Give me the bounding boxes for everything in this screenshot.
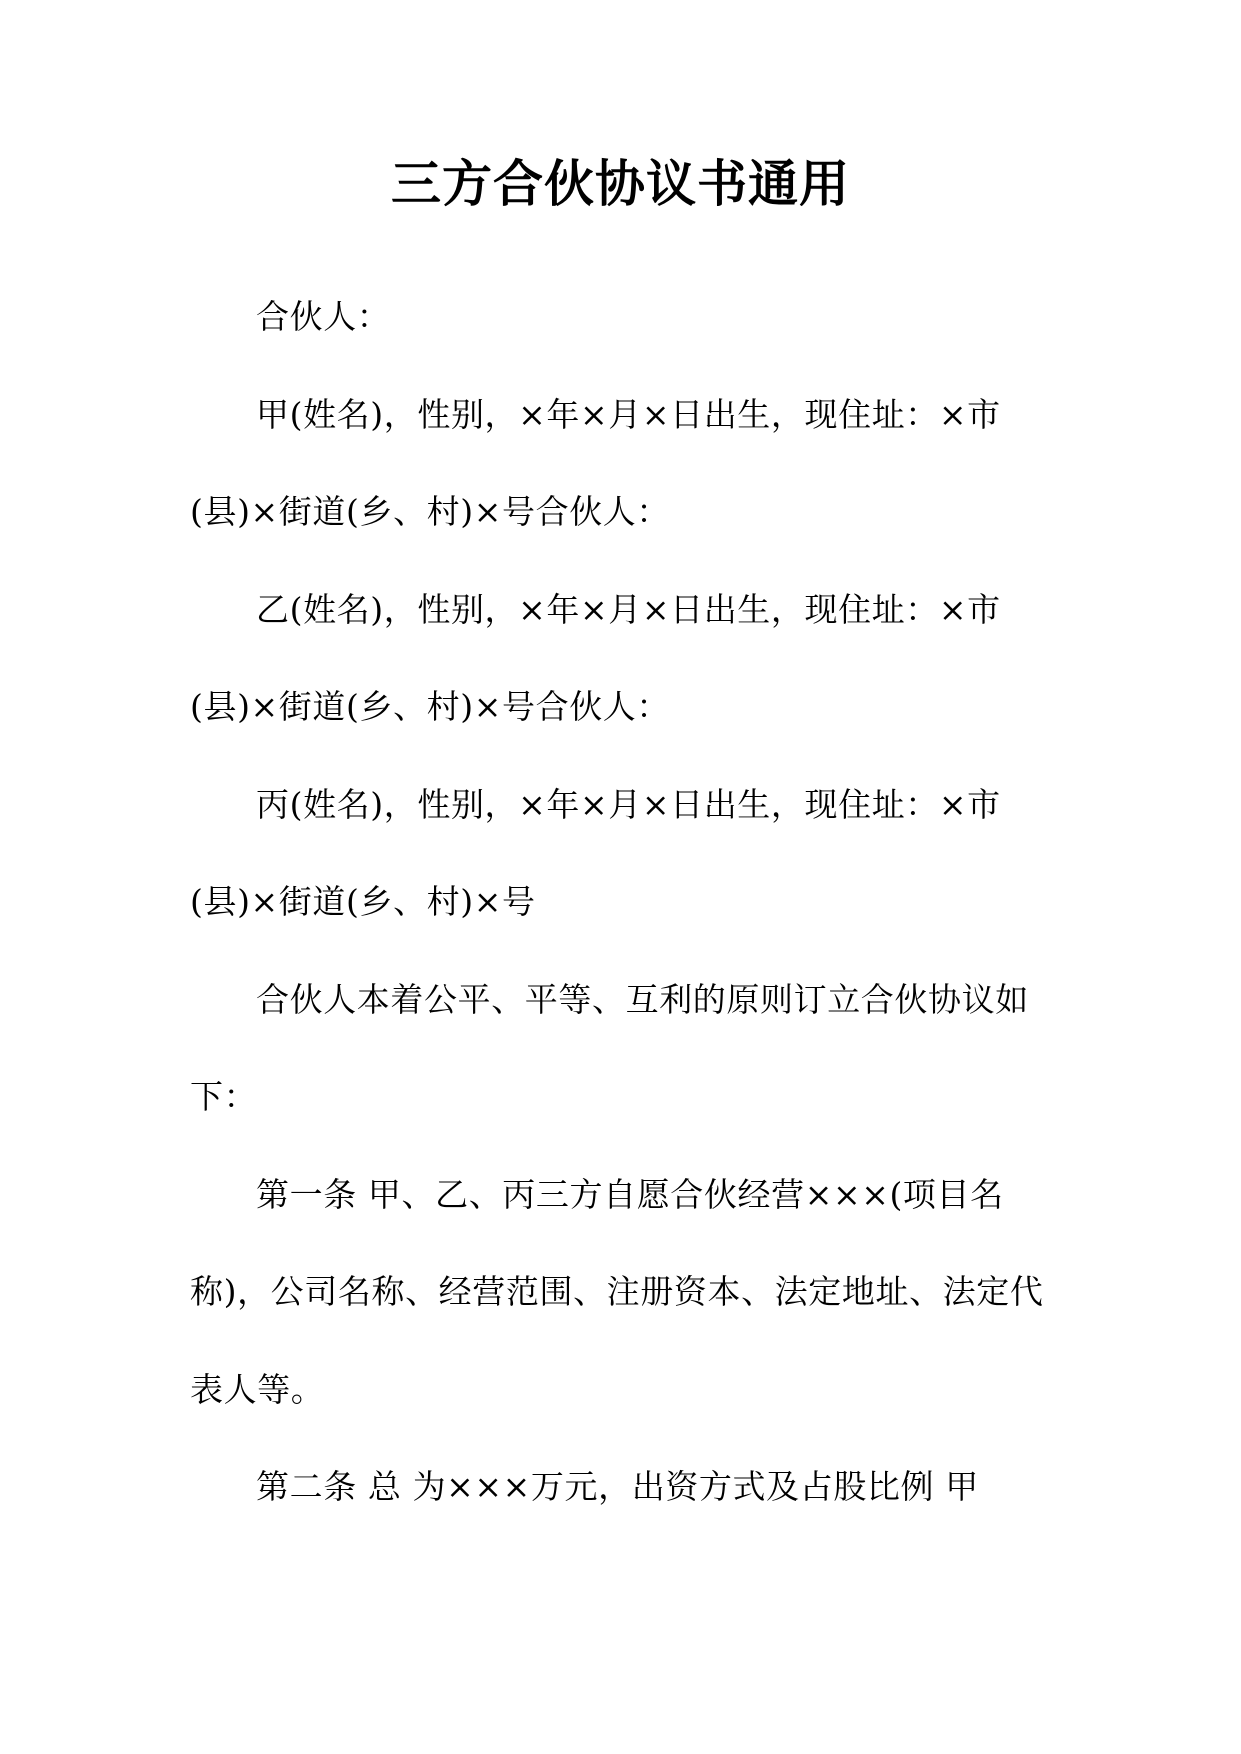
text-line: (县)×街道(乡、村)×号合伙人： <box>190 492 670 531</box>
document-body <box>190 295 1070 1563</box>
text-line: 乙(姓名)，性别，×年×月×日出生，现住址：×市 <box>256 589 1001 629</box>
text-line: 甲(姓名)，性别，×年×月×日出生，现住址：×市 <box>256 394 1001 434</box>
text-line: (县)×街道(乡、村)×号 <box>190 882 536 921</box>
document-title: 三方合伙协议书通用 <box>391 154 850 213</box>
text-line: (县)×街道(乡、村)×号合伙人： <box>190 687 670 726</box>
text-line: 合伙人本着公平、平等、互利的原则订立合伙协议如 <box>256 979 1029 1019</box>
text-line: 丙(姓名)，性别，×年×月×日出生，现住址：×市 <box>256 784 1001 824</box>
text-line: 下： <box>190 1077 258 1116</box>
text-line: 第一条 甲、乙、丙三方自愿合伙经营×××(项目名 <box>256 1174 1004 1214</box>
text-line: 表人等。 <box>190 1369 325 1409</box>
text-line: 第二条 总 为×××万元，出资方式及占股比例 甲 <box>256 1467 979 1506</box>
text-line: 合伙人： <box>256 297 391 336</box>
text-line: 称)，公司名称、经营范围、注册资本、法定地址、法定代 <box>190 1272 1044 1311</box>
